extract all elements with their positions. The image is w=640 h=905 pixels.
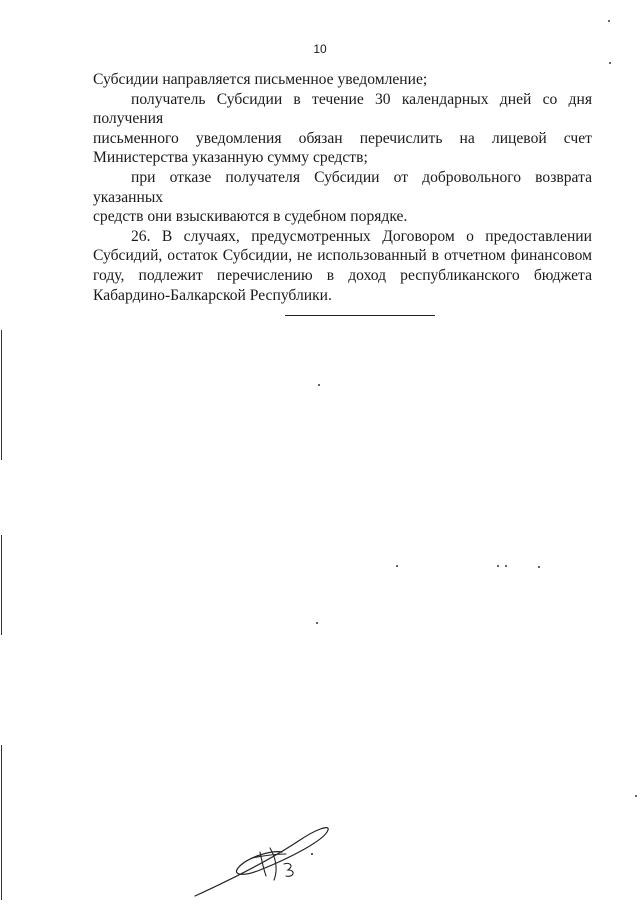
text-line: Министерства указанную сумму средств;: [93, 149, 368, 167]
paragraph-refund-deadline: [93, 90, 592, 168]
scan-edge-line: [1, 330, 2, 460]
scan-speck: [609, 62, 611, 64]
scan-speck: [316, 622, 318, 624]
text-line: году, подлежит перечислению в доход республиканского бюджета: [93, 266, 592, 284]
scan-speck: [635, 795, 637, 797]
text-line: письменного уведомления обязан перечислить на лицевой счет: [93, 129, 592, 147]
end-of-document-rule: [285, 315, 435, 316]
text-line: Кабардино-Балкарской Республики.: [93, 286, 332, 304]
scan-speck: [608, 20, 610, 22]
text-line: при отказе получателя Субсидии от добровольного возврата указанных: [93, 168, 592, 206]
paragraph-court-recovery: [93, 168, 592, 227]
text-line: получатель Субсидии в течение 30 календарных дней со дня получения: [93, 90, 592, 128]
page-number: 10: [313, 42, 327, 56]
text-line: 26. В случаях, предусмотренных Договором о предоставлении: [131, 227, 592, 245]
paragraph-notification: [93, 70, 592, 90]
scan-edge-line: [1, 535, 2, 635]
scan-speck: [396, 565, 398, 567]
scan-edge-line: [1, 745, 2, 900]
handwritten-signature: [190, 818, 340, 903]
document-body: [93, 70, 592, 305]
text-line: Субсидии направляется письменное уведомление;: [93, 71, 428, 88]
scan-speck: [497, 565, 499, 567]
text-line: Субсидий, остаток Субсидии, не использованный в отчетном финансовом: [93, 247, 592, 265]
scan-speck: [538, 566, 540, 568]
text-line: средств они взыскиваются в судебном порядке.: [93, 208, 408, 226]
scan-speck: [318, 384, 320, 386]
scan-speck: [505, 565, 507, 567]
paragraph-26: [93, 227, 592, 305]
